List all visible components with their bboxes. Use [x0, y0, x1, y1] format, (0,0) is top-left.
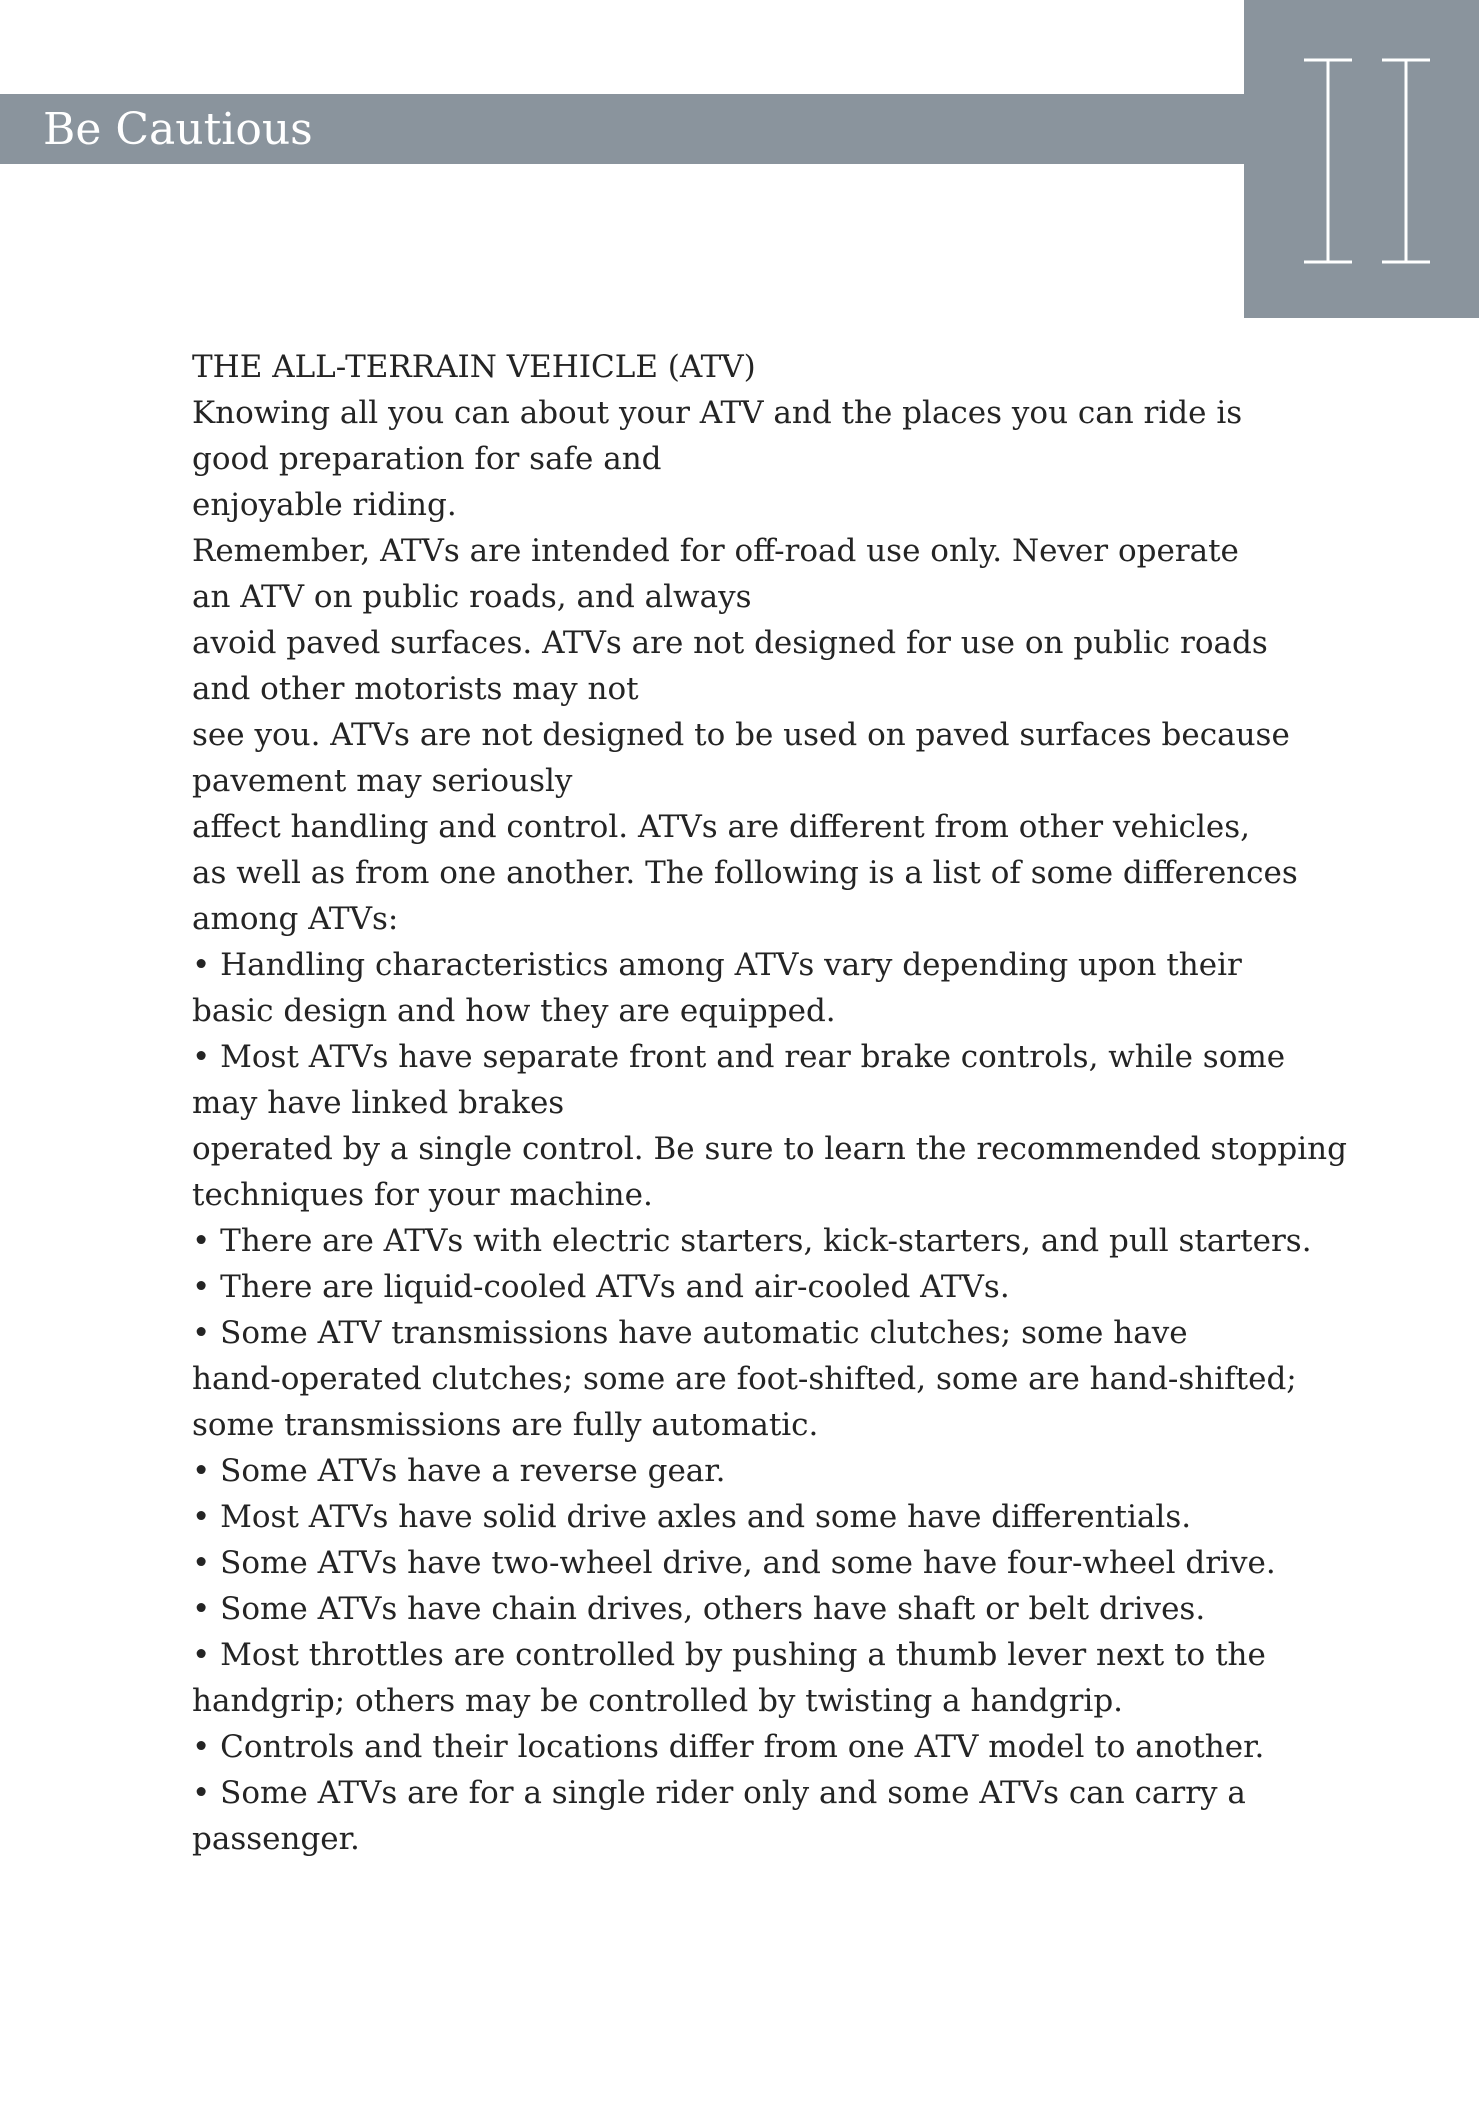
article-line: avoid paved surfaces. ATVs are not designed for use on public roads — [192, 625, 1268, 661]
bullet-line: • Controls and their locations differ from one ATV model to another. — [192, 1729, 1265, 1765]
bullet-line: • Handling characteristics among ATVs vary depending upon their — [192, 947, 1242, 983]
article-line: enjoyable riding. — [192, 487, 457, 523]
bullet-line: may have linked brakes — [192, 1085, 565, 1121]
bullet-line: • Most ATVs have solid drive axles and some have differentials. — [192, 1499, 1192, 1535]
bullet-line: handgrip; others may be controlled by twisting a handgrip. — [192, 1683, 1124, 1719]
article-line: see you. ATVs are not designed to be used on paved surfaces because — [192, 717, 1290, 753]
bullet-line: passenger. — [192, 1821, 360, 1857]
bullet-line: techniques for your machine. — [192, 1177, 653, 1213]
article-line: affect handling and control. ATVs are different from other vehicles, — [192, 809, 1250, 845]
bullet-line: operated by a single control. Be sure to learn the recommended stopping — [192, 1131, 1347, 1167]
bullet-line: some transmissions are fully automatic. — [192, 1407, 819, 1443]
article-line: Knowing all you can about your ATV and the places you can ride is — [192, 395, 1243, 431]
bullet-line: • Some ATVs have chain drives, others have shaft or belt drives. — [192, 1591, 1206, 1627]
article-body — [192, 344, 1347, 1862]
bullet-line: • Some ATVs have a reverse gear. — [192, 1453, 726, 1489]
article-line: Remember, ATVs are intended for off-road use only. Never operate — [192, 533, 1239, 569]
article-heading: THE ALL-TERRAIN VEHICLE (ATV) — [192, 349, 756, 385]
chapter-numeral — [1300, 58, 1434, 264]
article-line: among ATVs: — [192, 901, 399, 937]
article-line: an ATV on public roads, and always — [192, 579, 752, 615]
article-line: good preparation for safe and — [192, 441, 662, 477]
bullet-line: hand-operated clutches; some are foot-shifted, some are hand-shifted; — [192, 1361, 1297, 1397]
article-line: and other motorists may not — [192, 671, 639, 707]
chapter-numeral-glyph — [1300, 58, 1434, 264]
bullet-line: • There are liquid-cooled ATVs and air-cooled ATVs. — [192, 1269, 1010, 1305]
bullet-line: • Some ATV transmissions have automatic clutches; some have — [192, 1315, 1188, 1351]
bullet-line: • Most ATVs have separate front and rear brake controls, while some — [192, 1039, 1286, 1075]
bullet-line: • There are ATVs with electric starters, kick-starters, and pull starters. — [192, 1223, 1312, 1259]
bullet-line: • Some ATVs have two-wheel drive, and some have four-wheel drive. — [192, 1545, 1276, 1581]
section-title: Be Cautious — [43, 104, 313, 155]
bullet-line: • Most throttles are controlled by pushing a thumb lever next to the — [192, 1637, 1266, 1673]
bullet-line: • Some ATVs are for a single rider only and some ATVs can carry a — [192, 1775, 1246, 1811]
bullet-line: basic design and how they are equipped. — [192, 993, 836, 1029]
article-line: pavement may seriously — [192, 763, 573, 799]
article-line: as well as from one another. The following is a list of some differences — [192, 855, 1298, 891]
